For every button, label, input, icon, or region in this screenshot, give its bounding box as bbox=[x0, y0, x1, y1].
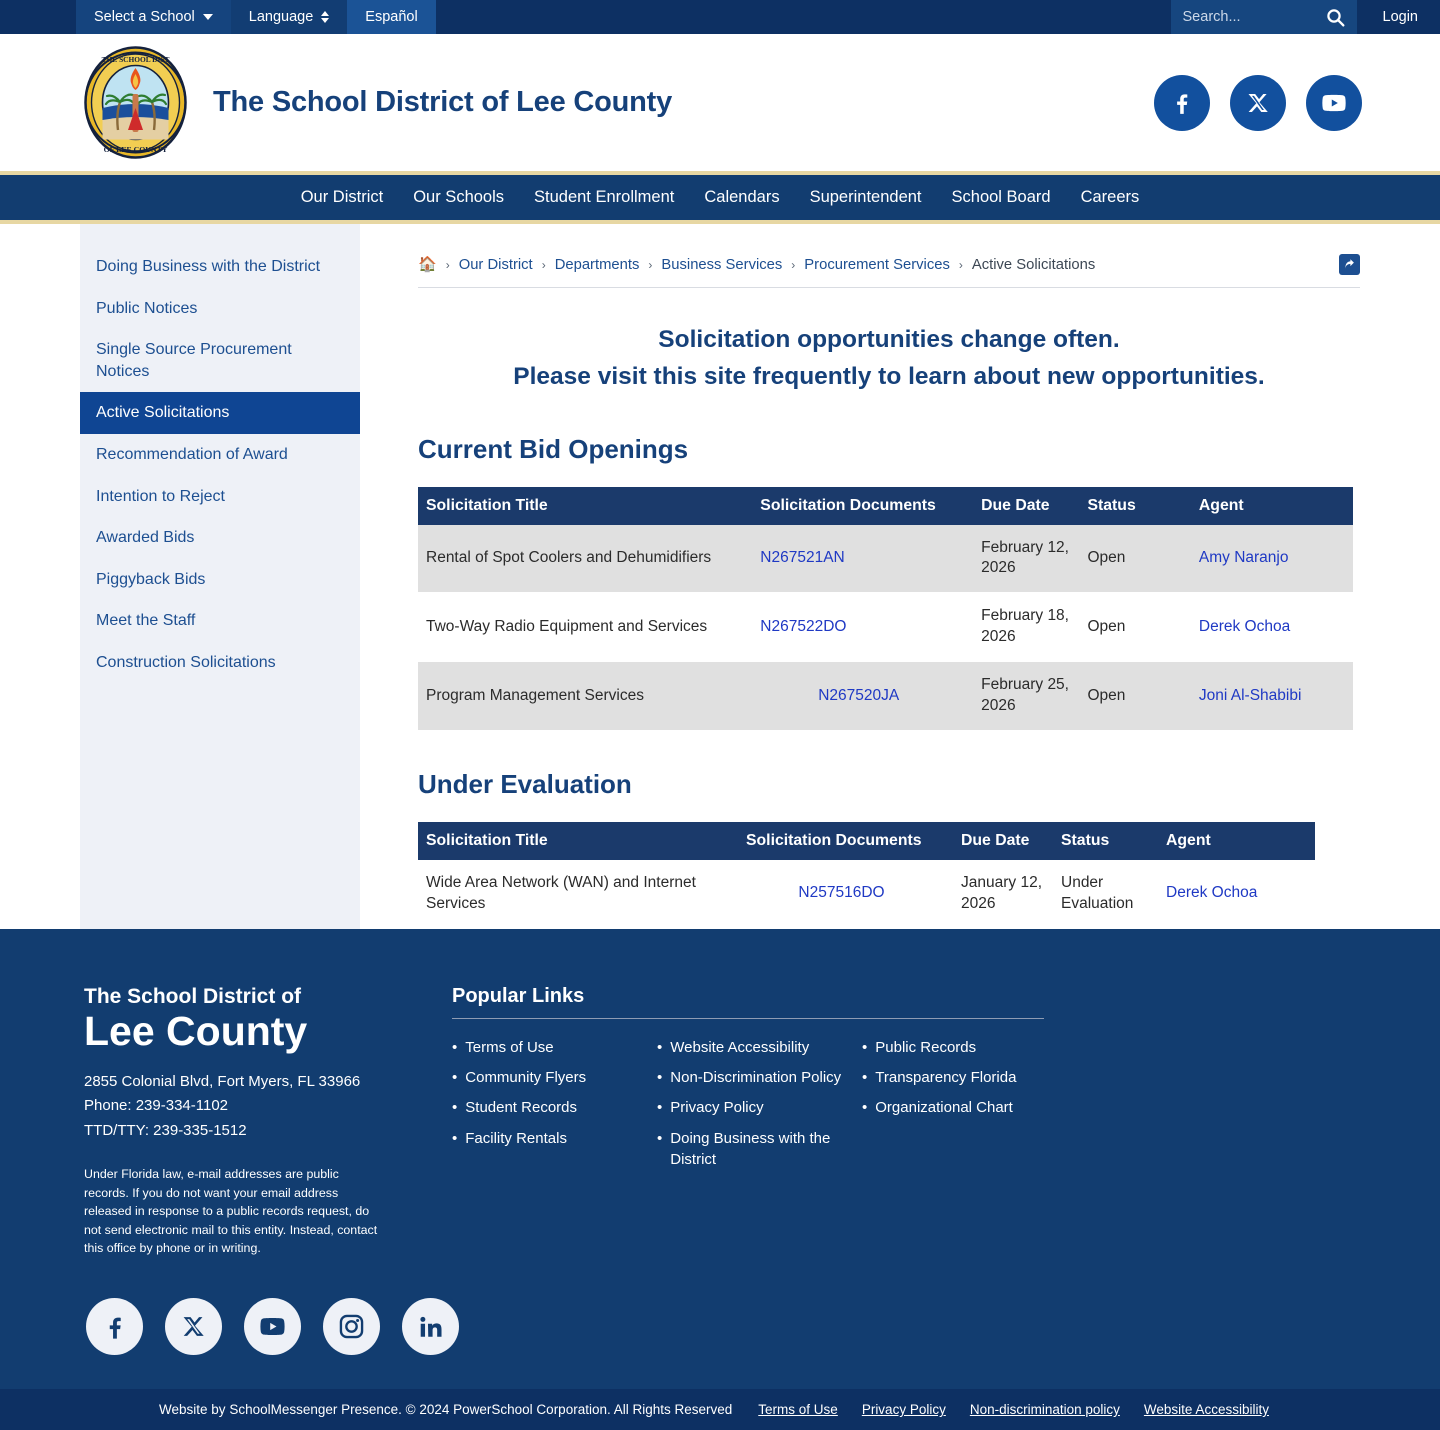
solicitation-document-link[interactable]: N267520JA bbox=[818, 686, 900, 704]
cell-title: Rental of Spot Coolers and Dehumidifiers bbox=[418, 525, 752, 593]
header-social-links bbox=[1154, 75, 1362, 131]
breadcrumb-list bbox=[418, 257, 1095, 273]
link-organizational-chart[interactable]: Organizational Chart bbox=[875, 1099, 1013, 1117]
footer-public-records-note: Under Florida law, e-mail addresses are public records. If you do not want your email address released in response to a public records request, do not send electronic mail to this entity. Instead, contact this office by phone or in writing. bbox=[84, 1167, 378, 1256]
table-header-row bbox=[418, 487, 1353, 525]
current-bid-openings-table bbox=[418, 487, 1353, 732]
popular-links-column-3 bbox=[862, 1037, 1052, 1179]
cell-agent bbox=[1191, 525, 1353, 593]
youtube-icon bbox=[258, 1312, 287, 1341]
solicitation-document-link[interactable]: N267521AN bbox=[760, 548, 845, 566]
copyright-link-website-accessibility[interactable]: Website Accessibility bbox=[1143, 1402, 1269, 1418]
bullet-icon: • bbox=[862, 1069, 868, 1087]
copyright-link-privacy-policy[interactable]: Privacy Policy bbox=[861, 1402, 946, 1418]
cell-title: Program Management Services bbox=[418, 662, 752, 731]
link-community-flyers[interactable]: Community Flyers bbox=[465, 1069, 587, 1087]
notice-line-1: Solicitation opportunities change often. bbox=[658, 326, 1120, 353]
bullet-icon: • bbox=[452, 1038, 458, 1056]
col-solicitation-documents: Solicitation Documents bbox=[738, 822, 953, 860]
table-row bbox=[418, 860, 1315, 928]
table-row bbox=[418, 525, 1353, 593]
sidebar-item-meet-the-staff[interactable]: Meet the Staff bbox=[96, 612, 196, 630]
bullet-icon: • bbox=[862, 1038, 868, 1056]
instagram-link-footer[interactable] bbox=[323, 1298, 380, 1355]
sidebar-item-construction-solicitations[interactable]: Construction Solicitations bbox=[96, 653, 276, 671]
facebook-icon bbox=[1169, 90, 1195, 116]
sidebar-item-doing-business[interactable]: Doing Business with the District bbox=[96, 258, 321, 275]
table-body bbox=[418, 860, 1315, 928]
facebook-link-header[interactable] bbox=[1154, 75, 1210, 131]
link-website-accessibility[interactable]: Website Accessibility bbox=[670, 1038, 810, 1056]
breadcrumb-our-district[interactable]: Our District bbox=[458, 256, 533, 273]
instagram-icon bbox=[338, 1313, 365, 1340]
list-item[interactable] bbox=[452, 1037, 657, 1058]
facebook-icon bbox=[101, 1313, 129, 1341]
nav-item-calendars[interactable]: Calendars bbox=[704, 188, 780, 206]
bullet-icon: • bbox=[657, 1099, 663, 1117]
current-bid-openings-heading: Current Bid Openings bbox=[418, 433, 689, 464]
list-item[interactable] bbox=[657, 1097, 862, 1118]
table-head bbox=[418, 487, 1353, 525]
solicitation-document-link[interactable]: N257516DO bbox=[798, 884, 885, 902]
site-footer bbox=[0, 929, 1440, 1258]
cell-title: Two-Way Radio Equipment and Services bbox=[418, 593, 752, 662]
cell-document bbox=[752, 662, 973, 731]
breadcrumb-separator: › bbox=[958, 257, 963, 272]
list-item[interactable] bbox=[657, 1067, 862, 1088]
x-twitter-link-footer[interactable] bbox=[165, 1298, 222, 1355]
footer-ttd: TTD/TTY: 239-335-1512 bbox=[84, 1121, 247, 1139]
search-input[interactable] bbox=[1183, 9, 1326, 25]
under-evaluation-heading: Under Evaluation bbox=[418, 769, 632, 800]
table-row bbox=[418, 662, 1353, 731]
popular-links-column-1 bbox=[452, 1037, 657, 1179]
sidebar-item-active-solicitations[interactable]: Active Solicitations bbox=[80, 392, 360, 434]
sidebar-item-intention-to-reject[interactable]: Intention to Reject bbox=[96, 487, 225, 505]
search-button[interactable] bbox=[1326, 8, 1345, 27]
footer-name-big: Lee County bbox=[84, 1007, 308, 1054]
link-privacy-policy[interactable]: Privacy Policy bbox=[670, 1099, 764, 1117]
page-body bbox=[0, 224, 1440, 929]
cell-agent bbox=[1191, 662, 1353, 731]
login-label: Login bbox=[1382, 9, 1418, 25]
bullet-icon: • bbox=[452, 1129, 458, 1147]
col-due-date: Due Date bbox=[953, 822, 1053, 860]
col-agent: Agent bbox=[1191, 487, 1353, 525]
sidebar-item-single-source[interactable]: Single Source Procurement Notices bbox=[96, 341, 292, 380]
site-header bbox=[0, 34, 1440, 171]
nav-item-careers[interactable]: Careers bbox=[1080, 188, 1140, 206]
home-icon[interactable]: 🏠 bbox=[418, 256, 437, 273]
list-item[interactable] bbox=[862, 1097, 1052, 1118]
breadcrumb-separator: › bbox=[648, 257, 653, 272]
link-terms-of-use[interactable]: Terms of Use bbox=[465, 1038, 554, 1056]
list-item[interactable] bbox=[657, 1037, 862, 1058]
select-a-school-dropdown[interactable] bbox=[76, 0, 231, 34]
table-head bbox=[418, 822, 1315, 860]
svg-text:OF LEE COUNTY: OF LEE COUNTY bbox=[103, 145, 168, 154]
share-button[interactable] bbox=[1339, 254, 1360, 275]
breadcrumb-current: Active Solicitations bbox=[971, 256, 1096, 273]
breadcrumb-separator: › bbox=[791, 257, 796, 272]
utility-bar-left bbox=[76, 0, 436, 34]
copyright-bar bbox=[0, 1389, 1440, 1430]
bullet-icon: • bbox=[452, 1099, 458, 1117]
cell-document bbox=[752, 593, 973, 662]
nav-item-student-enrollment[interactable]: Student Enrollment bbox=[534, 188, 675, 206]
x-twitter-link-header[interactable] bbox=[1230, 75, 1286, 131]
svg-text:THE SCHOOL DIST: THE SCHOOL DIST bbox=[101, 55, 170, 64]
utility-bar-right bbox=[1171, 0, 1440, 34]
cell-status: Under Evaluation bbox=[1053, 860, 1158, 928]
cell-agent bbox=[1191, 593, 1353, 662]
youtube-link-footer[interactable] bbox=[244, 1298, 301, 1355]
nav-item-superintendent[interactable]: Superintendent bbox=[809, 188, 922, 206]
table-body bbox=[418, 525, 1353, 731]
linkedin-icon bbox=[418, 1314, 444, 1340]
popular-links-column-2 bbox=[657, 1037, 862, 1179]
list-item[interactable] bbox=[452, 1067, 657, 1088]
copyright-text: Website by SchoolMessenger Presence. © 2024 PowerSchool Corporation. All Rights Reserved bbox=[159, 1402, 733, 1418]
sort-updown-icon bbox=[321, 11, 329, 23]
sidebar-item-awarded-bids[interactable]: Awarded Bids bbox=[96, 529, 195, 547]
linkedin-link-footer[interactable] bbox=[402, 1298, 459, 1355]
col-solicitation-documents: Solicitation Documents bbox=[752, 487, 973, 525]
cell-agent bbox=[1158, 860, 1315, 928]
login-link[interactable] bbox=[1357, 0, 1440, 34]
agent-link[interactable]: Derek Ochoa bbox=[1166, 884, 1258, 902]
sidebar-item-piggyback-bids[interactable]: Piggyback Bids bbox=[96, 570, 206, 588]
footer-address-block bbox=[84, 1070, 414, 1143]
x-twitter-icon bbox=[1246, 91, 1270, 115]
search-container bbox=[1171, 0, 1357, 34]
col-due-date: Due Date bbox=[973, 487, 1079, 525]
cell-due-date: February 18, 2026 bbox=[973, 593, 1079, 662]
agent-link[interactable]: Derek Ochoa bbox=[1198, 617, 1291, 635]
col-status: Status bbox=[1053, 822, 1158, 860]
cell-due-date: January 12, 2026 bbox=[953, 860, 1053, 928]
copyright-link-terms-of-use[interactable]: Terms of Use bbox=[758, 1402, 838, 1418]
select-a-school-label: Select a School bbox=[94, 9, 195, 25]
espanol-label: Español bbox=[365, 9, 418, 25]
list-item[interactable] bbox=[657, 1128, 862, 1171]
cell-status: Open bbox=[1079, 593, 1190, 662]
bullet-icon: • bbox=[657, 1129, 663, 1147]
col-solicitation-title: Solicitation Title bbox=[418, 822, 738, 860]
notice-line-2: Please visit this site frequently to learn about new opportunities. bbox=[513, 362, 1265, 390]
bullet-icon: • bbox=[452, 1069, 458, 1087]
cell-due-date: February 25, 2026 bbox=[973, 662, 1079, 731]
sidebar-item-public-notices[interactable]: Public Notices bbox=[96, 299, 198, 317]
section-sidebar bbox=[80, 224, 360, 929]
list-item[interactable] bbox=[862, 1037, 1052, 1058]
popular-links-columns bbox=[452, 1037, 1052, 1179]
cell-title: Wide Area Network (WAN) and Internet Services bbox=[418, 860, 738, 928]
footer-popular-links bbox=[452, 985, 1052, 1258]
link-public-records[interactable]: Public Records bbox=[875, 1038, 977, 1056]
main-content bbox=[360, 224, 1440, 929]
breadcrumb-procurement-services[interactable]: Procurement Services bbox=[804, 256, 950, 273]
col-status: Status bbox=[1079, 487, 1190, 525]
chevron-down-icon bbox=[203, 14, 213, 20]
footer-name-small: The School District of bbox=[84, 984, 302, 1008]
bullet-icon: • bbox=[657, 1069, 663, 1087]
cell-status: Open bbox=[1079, 525, 1190, 593]
list-item[interactable] bbox=[452, 1128, 657, 1149]
sidebar-item-recommendation-of-award[interactable]: Recommendation of Award bbox=[96, 445, 288, 463]
language-dropdown[interactable] bbox=[231, 0, 348, 34]
col-solicitation-title: Solicitation Title bbox=[418, 487, 752, 525]
list-item[interactable] bbox=[862, 1067, 1052, 1088]
breadcrumb-departments[interactable]: Departments bbox=[554, 256, 640, 273]
footer-social-strip bbox=[0, 1258, 1440, 1389]
breadcrumb-separator: › bbox=[445, 257, 450, 272]
nav-item-our-district[interactable]: Our District bbox=[300, 188, 384, 206]
main-navigation bbox=[0, 171, 1440, 224]
under-evaluation-table bbox=[418, 822, 1315, 929]
espanol-link[interactable] bbox=[347, 0, 435, 34]
col-agent: Agent bbox=[1158, 822, 1315, 860]
popular-links-heading: Popular Links bbox=[452, 985, 1044, 1019]
nav-item-school-board[interactable]: School Board bbox=[951, 188, 1051, 206]
utility-bar bbox=[0, 0, 1440, 34]
facebook-link-footer[interactable] bbox=[86, 1298, 143, 1355]
notice-banner bbox=[418, 322, 1360, 396]
language-label: Language bbox=[248, 9, 314, 25]
link-transparency-florida[interactable]: Transparency Florida bbox=[875, 1069, 1017, 1087]
cell-document bbox=[738, 860, 953, 928]
youtube-link-header[interactable] bbox=[1306, 75, 1362, 131]
site-title: The School District of Lee County bbox=[213, 86, 673, 118]
agent-link[interactable]: Joni Al-Shabibi bbox=[1198, 686, 1302, 704]
breadcrumb bbox=[418, 254, 1360, 288]
breadcrumb-business-services[interactable]: Business Services bbox=[661, 256, 783, 273]
footer-district-info bbox=[84, 985, 414, 1258]
youtube-icon bbox=[1320, 89, 1348, 117]
agent-link[interactable]: Amy Naranjo bbox=[1198, 548, 1289, 566]
link-student-records[interactable]: Student Records bbox=[465, 1099, 577, 1117]
link-non-discrimination-policy[interactable]: Non-Discrimination Policy bbox=[670, 1069, 842, 1087]
cell-document bbox=[752, 525, 973, 593]
nav-item-our-schools[interactable]: Our Schools bbox=[413, 188, 505, 206]
solicitation-document-link[interactable]: N267522DO bbox=[760, 617, 847, 635]
footer-phone: Phone: 239-334-1102 bbox=[84, 1097, 229, 1115]
table-header-row bbox=[418, 822, 1315, 860]
district-seal-logo bbox=[84, 46, 187, 159]
footer-address: 2855 Colonial Blvd, Fort Myers, FL 33966 bbox=[84, 1073, 361, 1091]
cell-due-date: February 12, 2026 bbox=[973, 525, 1079, 593]
link-doing-business-with-the-district[interactable]: Doing Business with the District bbox=[670, 1129, 831, 1169]
bullet-icon: • bbox=[657, 1038, 663, 1056]
cell-status: Open bbox=[1079, 662, 1190, 731]
share-icon bbox=[1343, 258, 1356, 271]
link-facility-rentals[interactable]: Facility Rentals bbox=[465, 1129, 567, 1147]
logo-and-title[interactable] bbox=[84, 46, 672, 159]
x-twitter-icon bbox=[181, 1314, 206, 1339]
copyright-link-non-discrimination[interactable]: Non-discrimination policy bbox=[969, 1402, 1120, 1418]
breadcrumb-separator: › bbox=[541, 257, 546, 272]
list-item[interactable] bbox=[452, 1097, 657, 1118]
bullet-icon: • bbox=[862, 1099, 868, 1117]
search-icon bbox=[1326, 8, 1345, 27]
table-row bbox=[418, 593, 1353, 662]
